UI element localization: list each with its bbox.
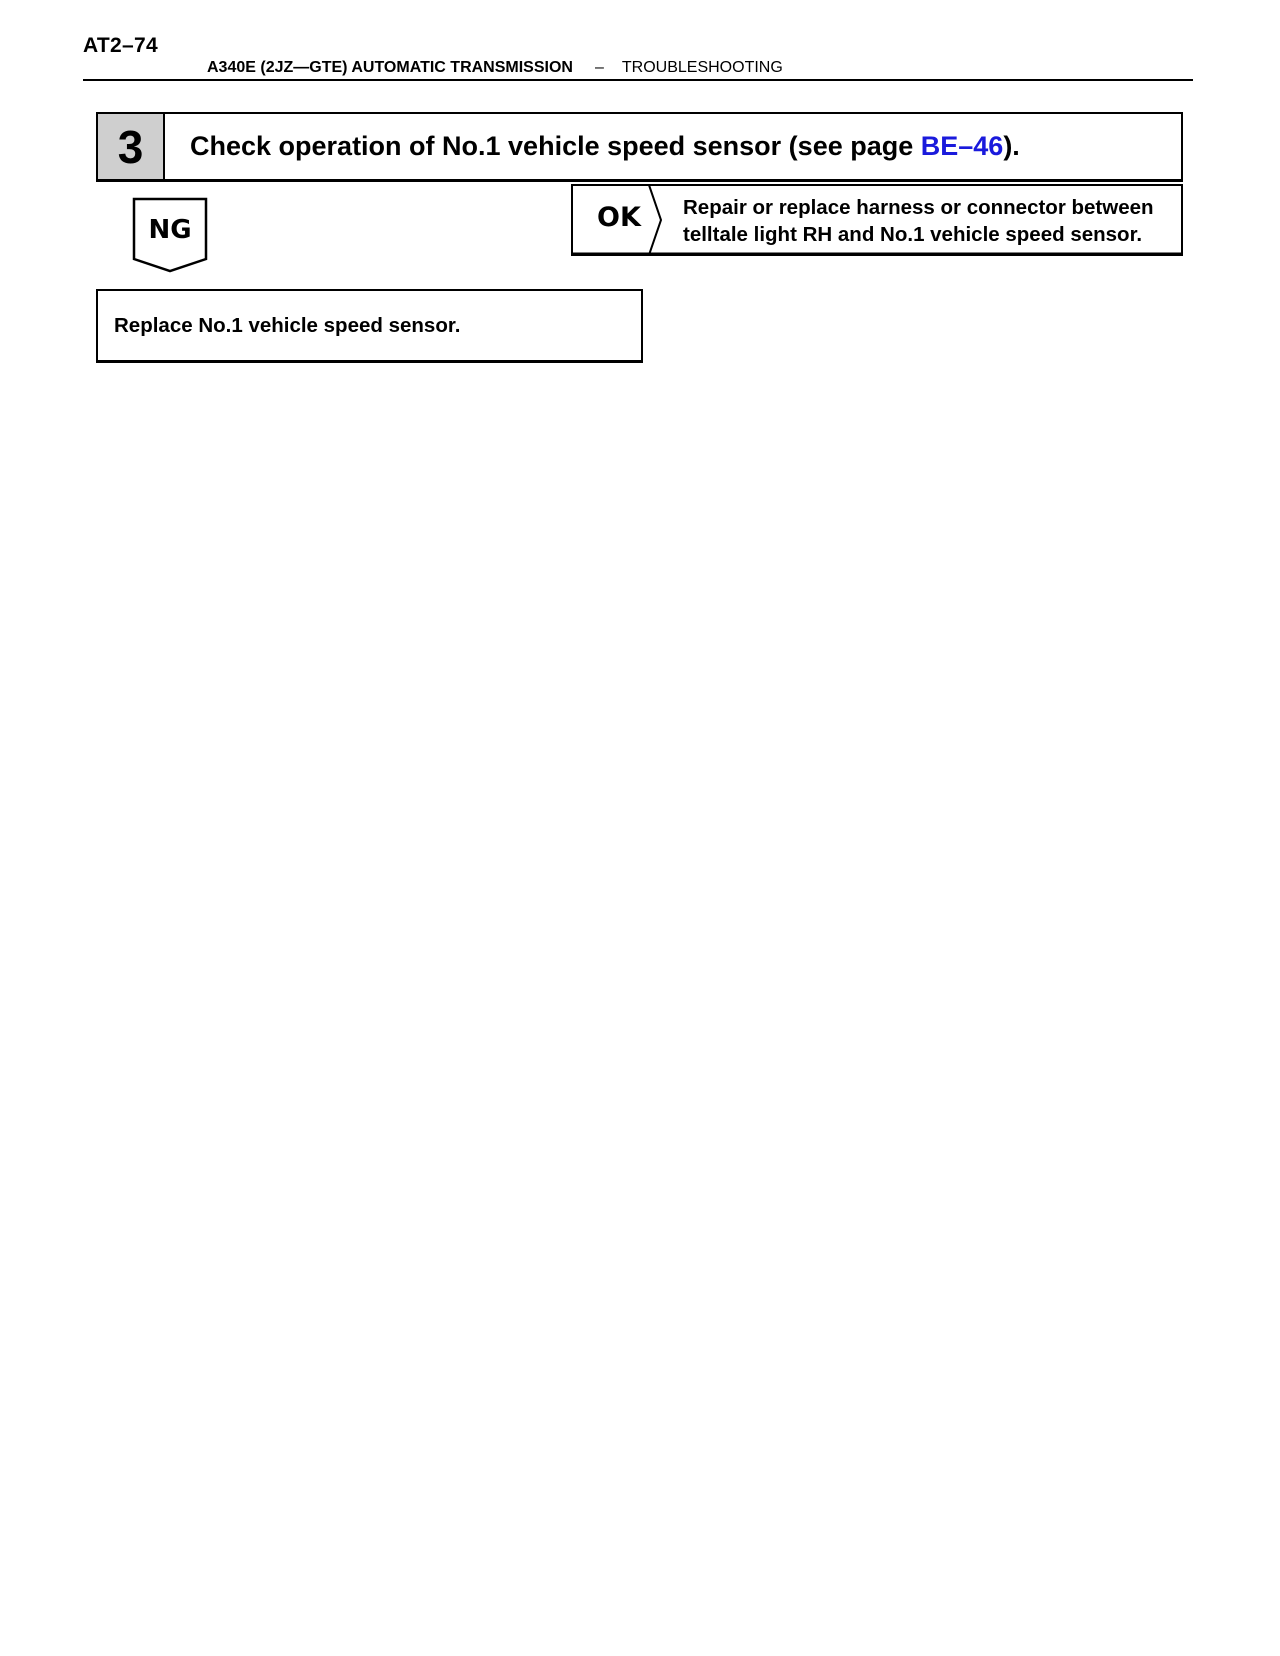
page-reference-link[interactable]: BE–46 (920, 131, 1004, 161)
step-title (190, 131, 1020, 162)
ng-result-text: Replace No.1 vehicle speed sensor. (114, 314, 461, 337)
header-separator: – (594, 59, 604, 76)
step-number: 3 (117, 120, 144, 173)
step-number-cell (98, 114, 165, 179)
step-title-suffix: ). (1003, 131, 1020, 161)
header-rule (83, 79, 1193, 81)
ok-label: OK (597, 202, 641, 233)
ng-label: NG (148, 215, 192, 245)
step-box (96, 112, 1183, 182)
running-header (207, 59, 783, 77)
ng-marker (132, 197, 208, 273)
ng-result-box (96, 289, 643, 363)
ok-result-box (571, 184, 1183, 256)
subsection-title: TROUBLESHOOTING (621, 59, 783, 76)
section-title: A340E (2JZ—GTE) AUTOMATIC TRANSMISSION (207, 59, 573, 76)
ok-result-text: Repair or replace harness or connector between telltale light RH and No.1 vehicle speed sensor. (683, 196, 1154, 246)
page-number: AT2–74 (83, 34, 158, 57)
step-title-prefix: Check operation of No.1 vehicle speed sensor (see page (190, 131, 921, 161)
